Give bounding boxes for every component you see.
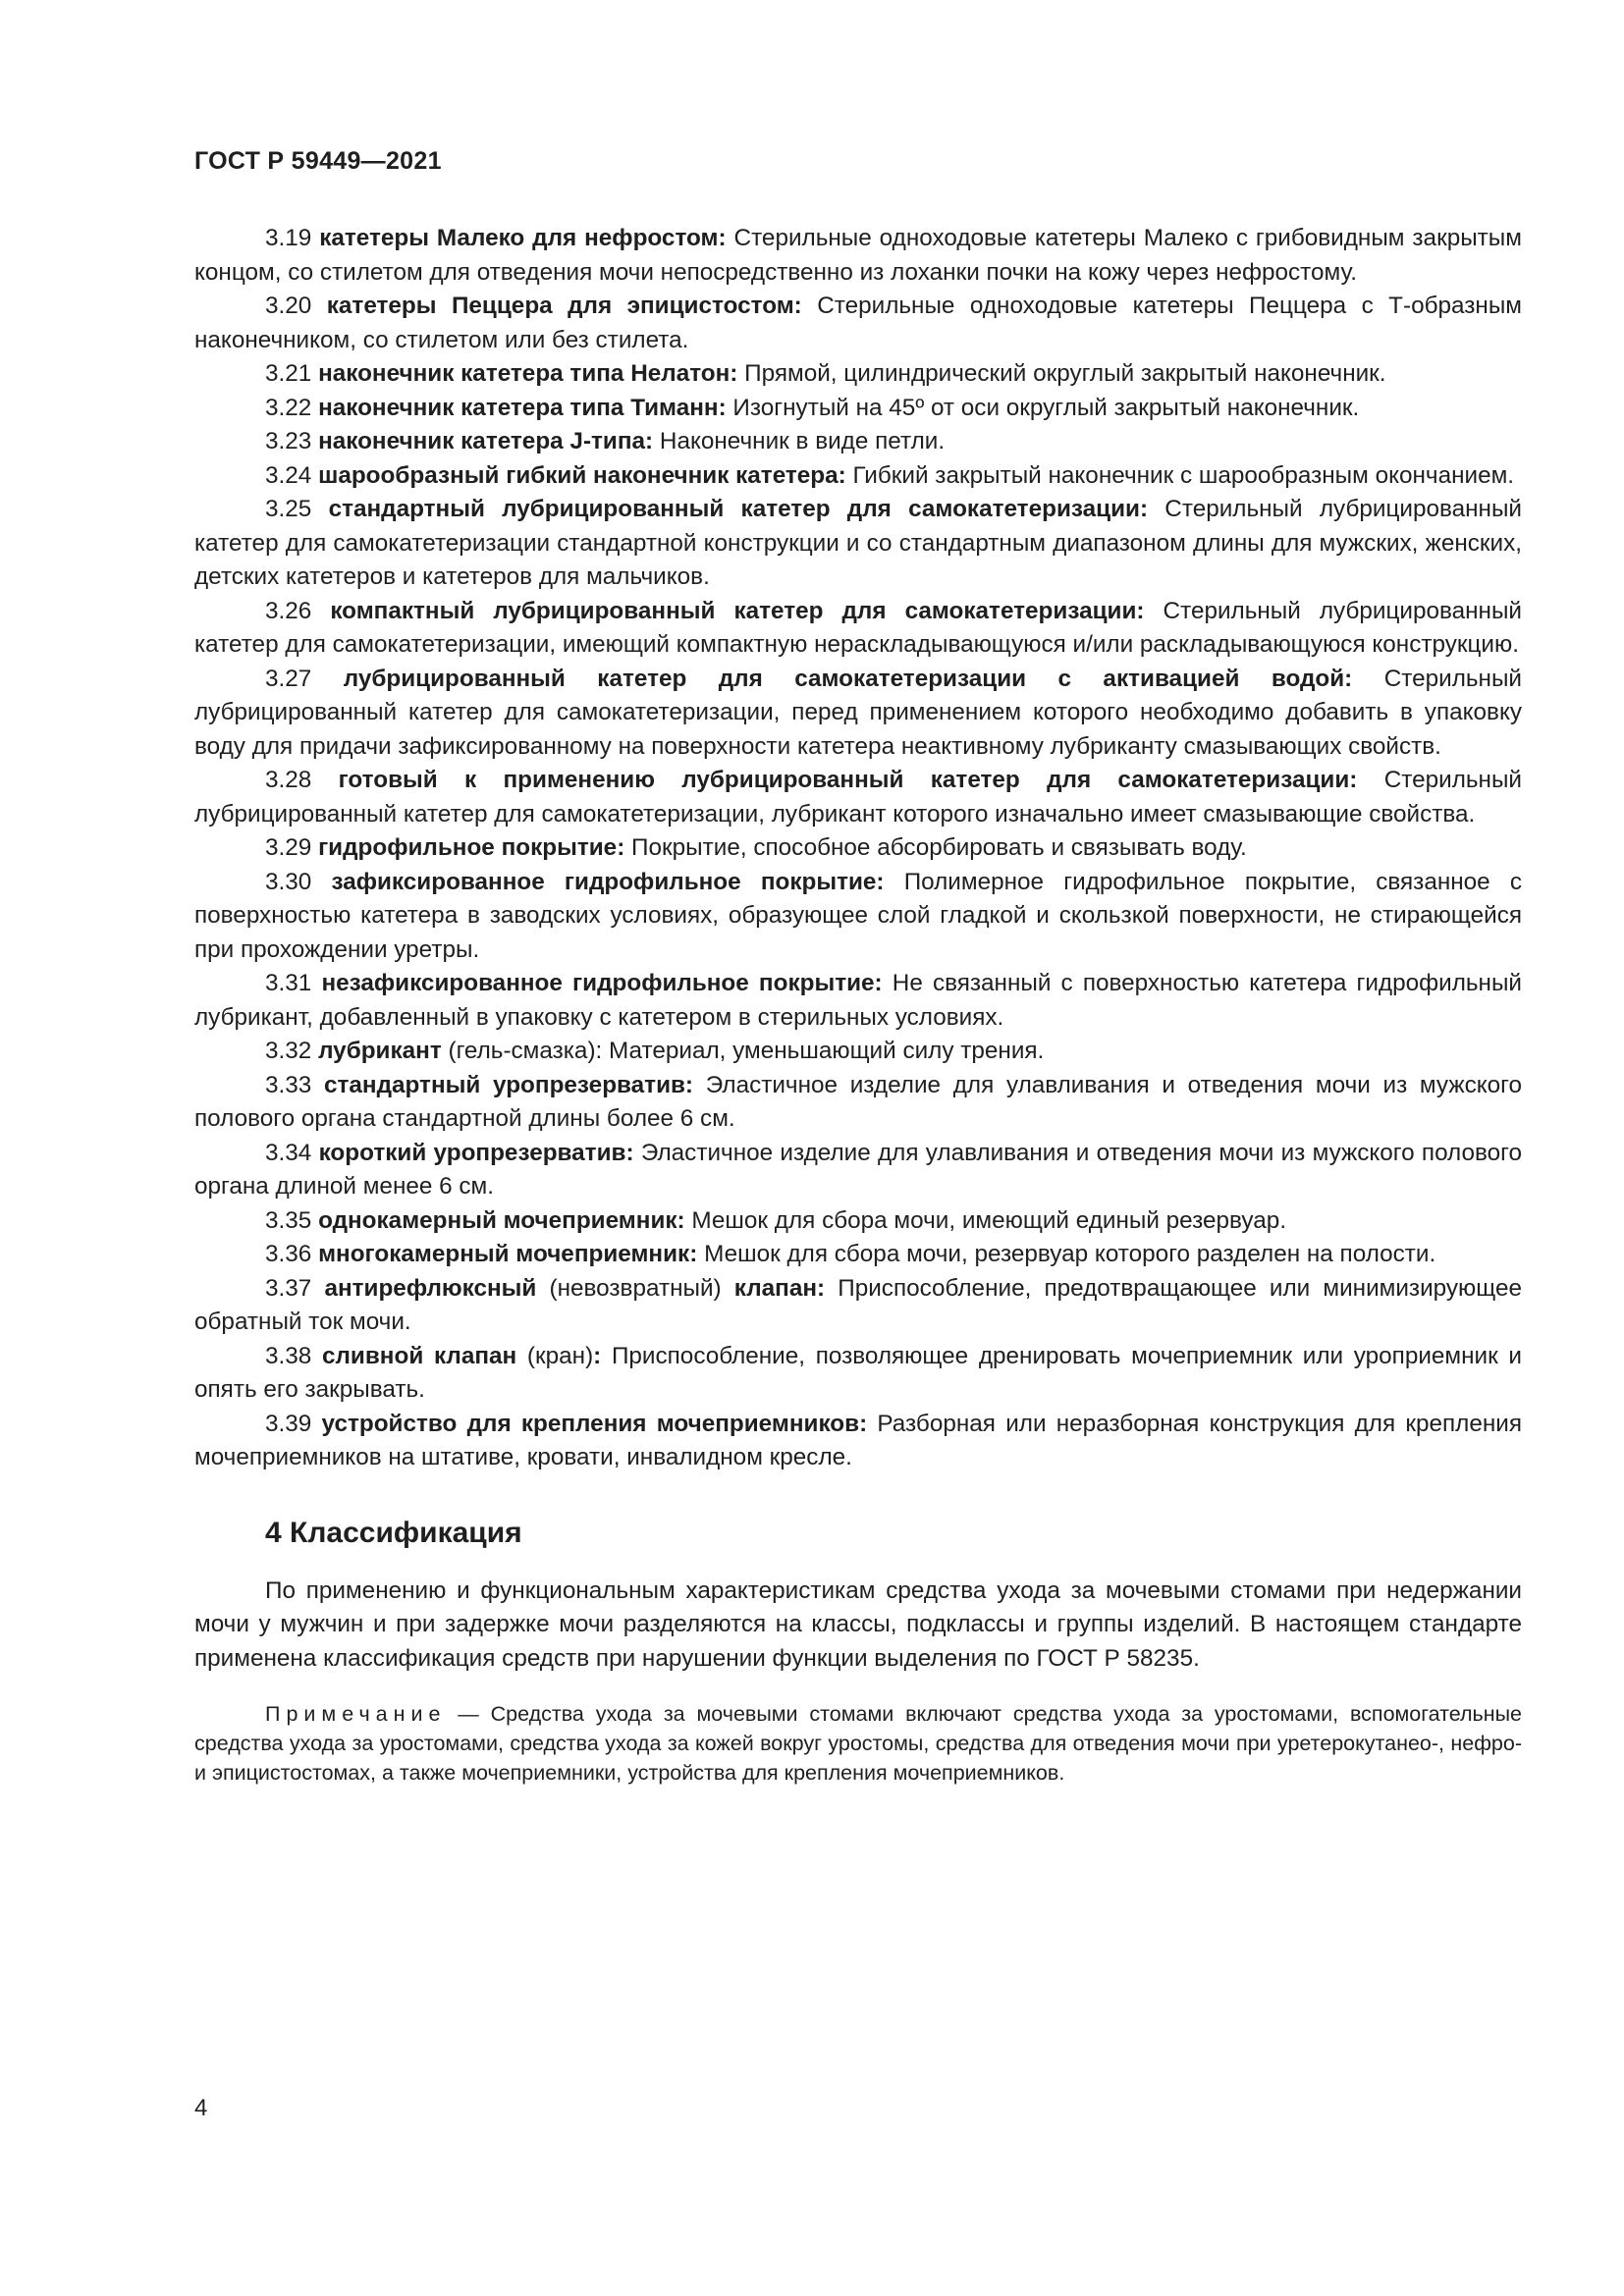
term-definition: Наконечник в виде петли. (653, 428, 946, 454)
term-definition: Не связанный с поверхностью катетера гидрофильный лубрикант, добавленный в упаковку с катетером в стерильных условиях. (194, 970, 1522, 1031)
term-entry (194, 222, 1522, 290)
term-entry (194, 1238, 1522, 1272)
term-entry (194, 1408, 1522, 1475)
term-entry (194, 831, 1522, 866)
term-name: компактный лубрицированный катетер для самокатетеризации: (330, 597, 1145, 624)
term-definition: Гибкий закрытый наконечник с шарообразным окончанием. (845, 461, 1515, 489)
term-name: незафиксированное гидрофильное покрытие: (321, 970, 883, 996)
term-entry (194, 1035, 1522, 1069)
term-entry (194, 1069, 1522, 1137)
section-title: 4 Классификация (265, 1516, 522, 1549)
term-number: 3.29 (265, 834, 312, 861)
term-number: 3.21 (265, 360, 312, 387)
term-number: 3.26 (265, 597, 312, 624)
term-entry (194, 392, 1522, 426)
term-definition: Эластичное изделие для улавливания и отведения мочи из мужского полового органа стандартной длины более 6 см. (194, 1071, 1522, 1132)
term-number: 3.35 (265, 1206, 312, 1234)
term-name: устройство для крепления мочеприемников: (321, 1410, 868, 1437)
term-name: катетеры Малеко для нефростом: (319, 225, 727, 251)
term-entry (194, 1204, 1522, 1239)
term-name: однокамерный мочеприемник: (318, 1206, 685, 1234)
term-name: короткий уропрезерватив: (318, 1139, 634, 1166)
term-definition: Покрытие, способное абсорбировать и связывать воду. (624, 834, 1247, 861)
term-entry (194, 459, 1522, 494)
section-paragraph: По применению и функциональным характеристикам средства ухода за мочевыми стомами при недержании мочи у мужчин и при задержке мочи разделяются на классы, подклассы и группы изделий. В настоящем стандарте применена классификация средств при нарушении функции выделения по ГОСТ Р 58235. (194, 1576, 1522, 1672)
term-entry (194, 1272, 1522, 1340)
term-name: гидрофильное покрытие: (318, 834, 625, 861)
term-name: наконечник катетера типа Нелатон: (318, 360, 738, 387)
term-definition: Мешок для сбора мочи, резервуар которого разделен на полости. (697, 1241, 1436, 1267)
term-number: 3.19 (265, 225, 312, 251)
term-definition: Полимерное гидрофильное покрытие, связанное с поверхностью катетера в заводских условиях, образующее слой гладкой и скользкой поверхности, не стирающейся при прохождении уретры. (194, 868, 1522, 963)
term-name: стандартный лубрицированный катетер для самокатетеризации: (328, 496, 1149, 522)
term-name: зафиксированное гидрофильное покрытие: (331, 868, 885, 895)
term-entry (194, 1340, 1522, 1408)
term-number: 3.32 (265, 1038, 312, 1064)
term-entry (194, 290, 1522, 357)
term-entry (194, 425, 1522, 459)
term-definition: Приспособление, позволяющее дренировать мочеприемник или уроприемник и опять его закрывать. (194, 1342, 1522, 1403)
term-definition: Стерильные одноходовые катетеры Малеко с грибовидным закрытым концом, со стилетом для отведения мочи непосредственно из лоханки почки на кожу через нефростому. (194, 225, 1522, 286)
term-name: наконечник катетера типа Тиманн: (318, 394, 727, 421)
term-definition: Стерильный лубрицированный катетер для самокатетеризации, перед применением которого необходимо добавить в упаковку воду для придачи зафиксированному на поверхности катетера неактивному лубриканту смазывающих свойств. (194, 665, 1522, 760)
term-definition: Мешок для сбора мочи, имеющий единый резервуар. (684, 1206, 1287, 1234)
term-name: лубрицированный катетер для самокатетеризации с активацией водой: (343, 665, 1353, 692)
term-name: стандартный уропрезерватив: (324, 1071, 694, 1098)
term-entry (194, 866, 1522, 968)
term-name-continued: : (593, 1342, 602, 1369)
term-entry (194, 1137, 1522, 1204)
term-number: 3.36 (265, 1241, 312, 1267)
term-number: 3.30 (265, 868, 312, 895)
term-name: антирефлюксный (324, 1274, 537, 1302)
terms-list (194, 222, 1522, 1475)
term-definition: Разборная или неразборная конструкция для крепления мочеприемников на штативе, кровати, инвалидном кресле. (194, 1410, 1522, 1470)
term-qualifier: (невозвратный) (536, 1274, 734, 1302)
term-number: 3.34 (265, 1139, 312, 1166)
term-name: катетеры Пеццера для эпицистостом: (326, 293, 802, 319)
term-number: 3.27 (265, 665, 312, 692)
term-number: 3.24 (265, 461, 312, 489)
term-number: 3.20 (265, 293, 312, 319)
term-name: шарообразный гибкий наконечник катетера: (318, 461, 846, 489)
term-definition: Изогнутый на 45º от оси округлый закрытый наконечник. (726, 394, 1360, 421)
page-content (194, 222, 1522, 1788)
section-note (194, 1699, 1522, 1788)
term-definition: Прямой, цилиндрический округлый закрытый наконечник. (737, 360, 1386, 387)
document-header: ГОСТ Р 59449—2021 (194, 147, 442, 175)
term-name: готовый к применению лубрицированный катетер для самокатетеризации: (338, 767, 1358, 793)
note-text: — Средства ухода за мочевыми стомами включают средства ухода за уростомами, вспомогательные средства ухода за уростомами, средства ухода за кожей вокруг уростомы, средства для отведения мочи при уретерокутанео-, нефро- и эпицистостомах, а также мочеприемники, устройства для крепления мочеприемников. (194, 1702, 1522, 1785)
term-name: наконечник катетера J-типа: (318, 428, 654, 454)
term-number: 3.22 (265, 394, 312, 421)
term-definition: Стерильный лубрицированный катетер для самокатетеризации, лубрикант которого изначально имеет смазывающие свойства. (194, 767, 1522, 828)
term-number: 3.31 (265, 970, 312, 996)
term-name: лубрикант (318, 1038, 442, 1064)
term-entry (194, 764, 1522, 831)
term-number: 3.37 (265, 1274, 312, 1302)
term-definition: Стерильный лубрицированный катетер для самокатетеризации, имеющий компактную нераскладывающуюся и/или раскладывающуюся конструкцию. (194, 597, 1522, 658)
term-entry (194, 357, 1522, 392)
term-entry (194, 967, 1522, 1035)
term-name-continued: клапан: (733, 1274, 826, 1302)
note-label: Примечание (265, 1702, 447, 1726)
term-definition: Стерильный лубрицированный катетер для самокатетеризации стандартной конструкции и со стандартным диапазоном длины для мужских, женских, детских катетеров и катетеров для мальчиков. (194, 496, 1522, 590)
term-qualifier: (кран) (516, 1342, 594, 1369)
term-number: 3.39 (265, 1410, 312, 1437)
term-definition: (гель-смазка): Материал, уменьшающий силу трения. (441, 1038, 1045, 1064)
term-entry (194, 595, 1522, 663)
term-number: 3.28 (265, 767, 312, 793)
term-definition: Эластичное изделие для улавливания и отведения мочи из мужского полового органа длиной менее 6 см. (194, 1139, 1523, 1200)
term-name: многокамерный мочеприемник: (318, 1241, 698, 1267)
page-number: 4 (194, 2095, 208, 2121)
term-number: 3.23 (265, 428, 312, 454)
term-definition: Приспособление, предотвращающее или минимизирующее обратный ток мочи. (194, 1274, 1522, 1335)
term-definition: Стерильные одноходовые катетеры Пеццера с Т-образным наконечником, со стилетом или без стилета. (194, 293, 1522, 353)
term-number: 3.33 (265, 1071, 312, 1098)
term-number: 3.38 (265, 1342, 312, 1369)
term-entry (194, 493, 1522, 595)
term-number: 3.25 (265, 496, 312, 522)
term-name: сливной клапан (321, 1342, 517, 1369)
term-entry (194, 663, 1522, 765)
